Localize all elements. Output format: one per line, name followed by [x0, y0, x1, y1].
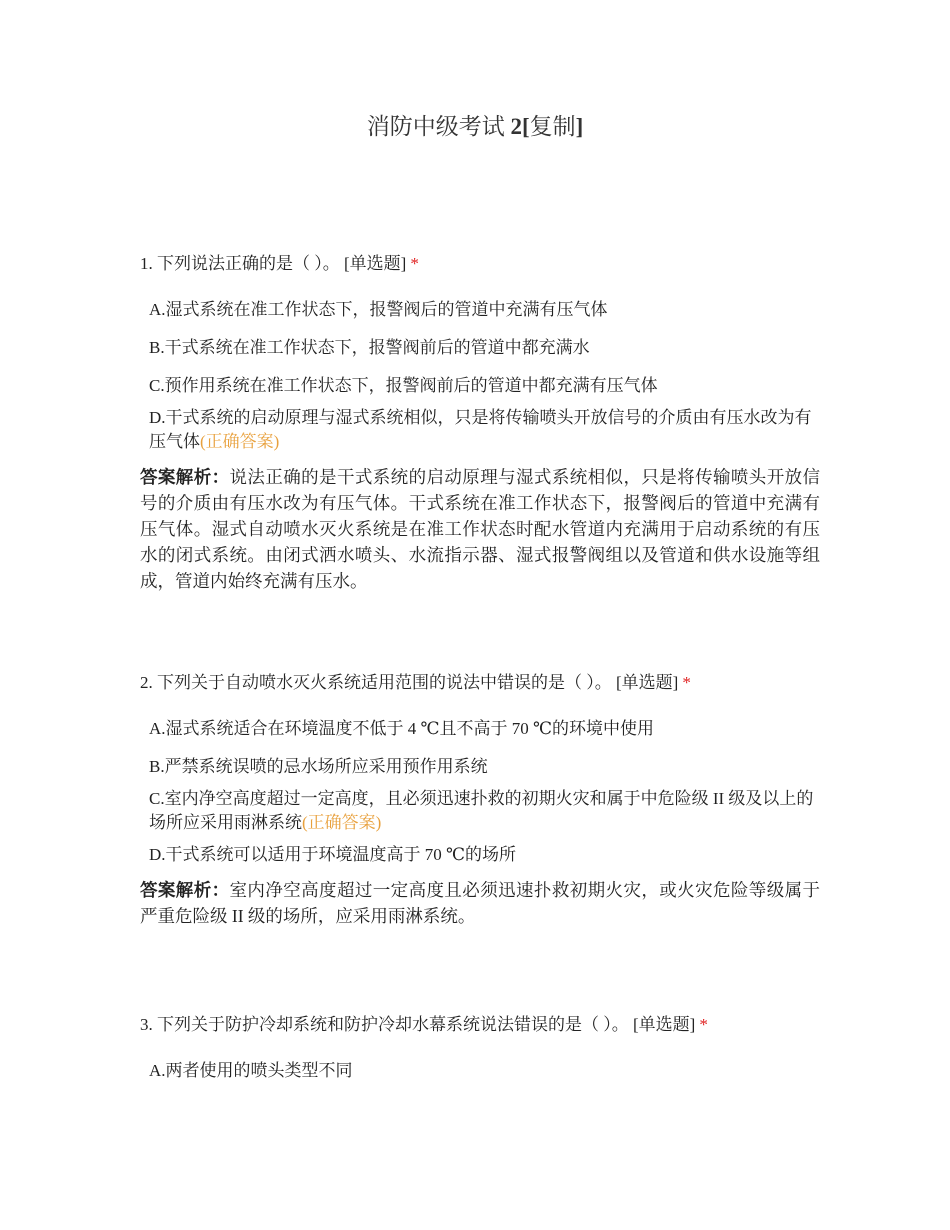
option-a [140, 1059, 820, 1083]
required-mark: * [699, 1015, 708, 1034]
option-d [140, 843, 820, 867]
question-text [140, 671, 820, 695]
analysis-text: 室内净空高度超过一定高度且必须迅速扑救初期火灾，或火灾危险等级属于严重危险级 II 级的场所，应采用雨淋系统。 [140, 880, 821, 926]
option-c [140, 374, 820, 398]
question-2 [140, 671, 820, 929]
option-text: A.湿式系统适合在环境温度不低于 4 ℃且不高于 70 ℃的环境中使用 [149, 719, 655, 738]
option-text: A.两者使用的喷头类型不同 [149, 1061, 353, 1080]
required-mark: * [410, 254, 419, 273]
question-stem: 3. 下列关于防护冷却系统和防护冷却水幕系统说法错误的是（ ）。 [单选题] [140, 1015, 696, 1034]
title-bold: 2[ [510, 114, 530, 139]
question-text [140, 252, 820, 276]
correct-answer-tag: (正确答案) [200, 432, 280, 451]
question-3 [140, 1013, 820, 1083]
title-end: ] [575, 114, 584, 139]
option-a [140, 298, 820, 322]
option-text: A.湿式系统在准工作状态下，报警阀后的管道中充满有压气体 [149, 300, 608, 319]
option-c [140, 787, 820, 835]
option-text: B.干式系统在准工作状态下，报警阀前后的管道中都充满水 [149, 338, 590, 357]
option-b [140, 755, 820, 779]
analysis-text: 说法正确的是干式系统的启动原理与湿式系统相似，只是将传输喷头开放信号的介质由有压水改为有压气体。干式系统在准工作状态下，报警阀后的管道中充满有压气体。湿式自动喷水灭火系统是在准工作状态时配水管道内充满用于启动系统的有压水的闭式系统。由闭式洒水喷头、水流指示器、湿式报警阀组以及管道和供水设施等组成，管道内始终充满有压水。 [140, 467, 821, 591]
question-text [140, 1013, 820, 1037]
answer-analysis [140, 877, 820, 929]
option-text: D.干式系统可以适用于环境温度高于 70 ℃的场所 [149, 845, 517, 864]
required-mark: * [682, 673, 691, 692]
question-1 [140, 252, 820, 594]
option-text: C.预作用系统在准工作状态下，报警阀前后的管道中都充满有压气体 [149, 376, 658, 395]
answer-analysis [140, 464, 820, 594]
title-prefix: 消防中级考试 [366, 114, 511, 139]
option-d [140, 406, 820, 454]
option-a [140, 717, 820, 741]
question-stem: 2. 下列关于自动喷水灭火系统适用范围的说法中错误的是（ ）。 [单选题] [140, 673, 679, 692]
option-text: D.干式系统的启动原理与湿式系统相似，只是将传输喷头开放信号的介质由有压水改为有压气体 [149, 408, 812, 451]
page-title [0, 112, 950, 142]
correct-answer-tag: (正确答案) [302, 813, 382, 832]
title-mid: 复制 [529, 114, 576, 139]
analysis-label: 答案解析： [140, 880, 230, 900]
option-text: C.室内净空高度超过一定高度，且必须迅速扑救的初期火灾和属于中危险级 II 级及以上的场所应采用雨淋系统 [149, 789, 814, 832]
option-text: B.严禁系统误喷的忌水场所应采用预作用系统 [149, 757, 488, 776]
analysis-label: 答案解析： [140, 467, 230, 487]
question-stem: 1. 下列说法正确的是（ ）。 [单选题] [140, 254, 407, 273]
option-b [140, 336, 820, 360]
